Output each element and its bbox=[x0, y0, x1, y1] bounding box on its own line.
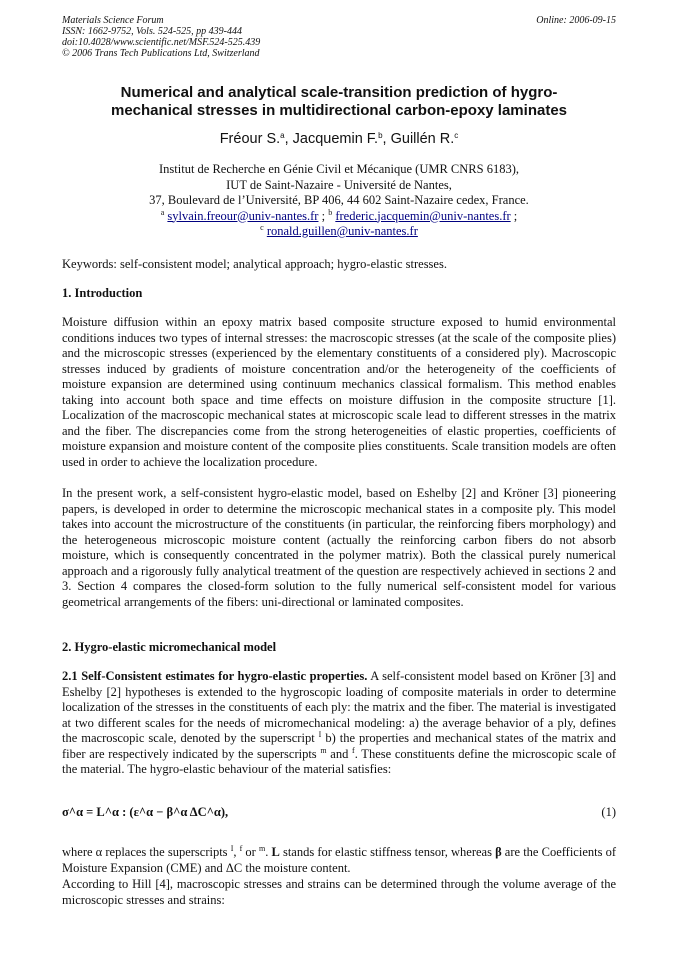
superscript-f: f bbox=[352, 745, 355, 755]
equation-1-number: (1) bbox=[601, 805, 616, 819]
superscript-I: I bbox=[318, 730, 322, 739]
author-list bbox=[62, 130, 616, 148]
title-line-1: Numerical and analytical scale-transition prediction of hygro- bbox=[120, 84, 558, 101]
email-a-sup: a bbox=[160, 207, 165, 217]
where-L-symbol: L bbox=[271, 845, 280, 859]
affiliation-line-1: Institut de Recherche en Génie Civil et Mécanique (UMR CNRS 6183), bbox=[159, 162, 519, 176]
hill-paragraph: According to Hill [4], macroscopic stresses and strains can be determined through the volume average of the microscopic stresses and strains: bbox=[62, 877, 616, 907]
intro-paragraph-1: Moisture diffusion within an epoxy matrix based composite structure exposed to humid environmental conditions induces two types of internal stresses: the macroscopic stresses (at the scale of the composite plies) and the microscopic stresses (experienced by the elementary constituents of a considered ply). Macroscopic stresses induced by gradients of moisture concentration and/or the heterogeneity of the coefficients of moisture expansion are determined using continuum mechanics classical formalism. This method enables taking into account both space and time effects on moisture diffusion in the composite structure [1]. Localization of the macroscopic mechanical states at microscopic scale lead to different stresses in the matrix and the fiber. The discrepancies come from the strong heterogeneities of elastic properties, coefficients of moisture expansion and moisture content of the composite plies constituents. Scale transition models are often used in order to achieve the localization procedure. bbox=[62, 315, 616, 469]
affiliation-block bbox=[62, 162, 616, 240]
email-link-guillen[interactable]: ronald.guillen@univ-nantes.fr bbox=[266, 224, 418, 238]
where-sup-I: I bbox=[230, 844, 234, 853]
where-text-6: are the Coefficients of Moisture Expansion (CME) and ΔC the moisture content. bbox=[62, 845, 617, 875]
subsection-text-4: . These constituents define the microscopic scale of the material. The hygro-elastic behaviour of the material satisfies: bbox=[62, 746, 616, 776]
where-text-3: or bbox=[242, 845, 259, 859]
where-text-2: , bbox=[233, 845, 240, 859]
paper-title bbox=[62, 84, 616, 120]
author-1: Fréour S. bbox=[219, 131, 281, 147]
affiliation-line-2: IUT de Saint-Nazaire - Université de Nantes, bbox=[226, 177, 452, 192]
email-link-freour[interactable]: sylvain.freour@univ-nantes.fr bbox=[167, 208, 319, 223]
subsection-2-1-heading: 2.1 Self-Consistent estimates for hygro-elastic properties. bbox=[62, 669, 368, 683]
affiliation-line-3: 37, Boulevard de l’Université, BP 406, 44 602 Saint-Nazaire cedex, France. bbox=[149, 193, 529, 207]
email-c-sup: c bbox=[260, 223, 264, 232]
subsection-text-1: A self-consistent model based on Kröner [3] and Eshelby [2] hypotheses is extended to the hygroscopic loading of composite materials in order to determine localization of the stresses in the constituents of each ply: the matrix and the fiber. The material is investigated at two different scales for the needs of micromechanical modeling: a) the average behavior of a ply, defines the macroscopic scale, denoted by the superscript bbox=[62, 669, 616, 745]
where-text-1: where α replaces the superscripts bbox=[62, 845, 231, 859]
email-sep-b: ; bbox=[510, 208, 518, 223]
author-1-sup: a bbox=[280, 131, 285, 140]
title-line-2: mechanical stresses in multidirectional carbon-epoxy laminates bbox=[111, 102, 567, 119]
author-2: Jacquemin F. bbox=[292, 131, 379, 147]
author-sep-2: , bbox=[382, 131, 391, 147]
where-sup-m: m bbox=[258, 844, 266, 853]
equation-1: σ^α = L^α : (ε^α − β^α ΔC^α), bbox=[62, 805, 229, 819]
doi-line: doi:10.4028/www.scientific.net/MSF.524-525.439 bbox=[62, 37, 261, 48]
email-link-jacquemin[interactable]: frederic.jacquemin@univ-nantes.fr bbox=[335, 208, 511, 223]
superscript-m: m bbox=[320, 745, 327, 755]
copyright-line: © 2006 Trans Tech Publications Ltd, Switzerland bbox=[62, 48, 260, 59]
where-sup-f: f bbox=[239, 844, 243, 853]
subsection-2-1-paragraph bbox=[62, 669, 616, 778]
where-text-5: stands for elastic stiffness tensor, whereas bbox=[279, 845, 496, 859]
issn-line: ISSN: 1662-9752, Vols. 524-525, pp 439-444 bbox=[62, 26, 242, 37]
intro-paragraph-2: In the present work, a self-consistent hygro-elastic model, based on Eshelby [2] and Kröner [3] pioneering papers, is developed in order to determine the microscopic mechanical states in a composite ply. This model takes into account the microstructure of the constituents (in particular, the reinforcing fibers morphology) and the heterogeneous microscopic moisture content (actually the reinforcing carbon fibers do not absorb moisture, which is consequently concentrated in the polymer matrix). Both the classical purely numerical approach and a rigorously fully analytical treatment of the question are respectively achieved in sections 2 and 3. Section 4 compares the closed-form solution to the fully numerical self-consistent model for various geometrical arrangements of the fibers: uni-directional or laminated composites. bbox=[62, 486, 616, 609]
online-date: Online: 2006-09-15 bbox=[536, 15, 616, 26]
journal-name: Materials Science Forum bbox=[62, 15, 164, 26]
author-3-sup: c bbox=[454, 131, 459, 140]
email-b-sup: b bbox=[328, 207, 333, 217]
email-line-2 bbox=[62, 224, 616, 240]
where-beta-symbol: β bbox=[495, 845, 502, 859]
keywords: Keywords: self-consistent model; analytical approach; hygro-elastic stresses. bbox=[62, 257, 447, 271]
where-text-4: . bbox=[265, 845, 272, 859]
subsection-text-3: and bbox=[326, 746, 353, 761]
publication-metadata bbox=[62, 15, 260, 59]
author-sep-1: , bbox=[284, 131, 293, 147]
email-sep-a: ; bbox=[318, 208, 329, 223]
subsection-text-2: b) the properties and mechanical states of the matrix and fiber are respectively indicated by the superscripts bbox=[62, 731, 616, 761]
author-3: Guillén R. bbox=[390, 131, 455, 147]
section-2-heading: 2. Hygro-elastic micromechanical model bbox=[62, 640, 277, 654]
equation-explanation bbox=[62, 845, 616, 876]
section-1-heading: 1. Introduction bbox=[62, 286, 143, 300]
author-2-sup: b bbox=[378, 131, 383, 140]
email-line-1 bbox=[62, 209, 616, 225]
